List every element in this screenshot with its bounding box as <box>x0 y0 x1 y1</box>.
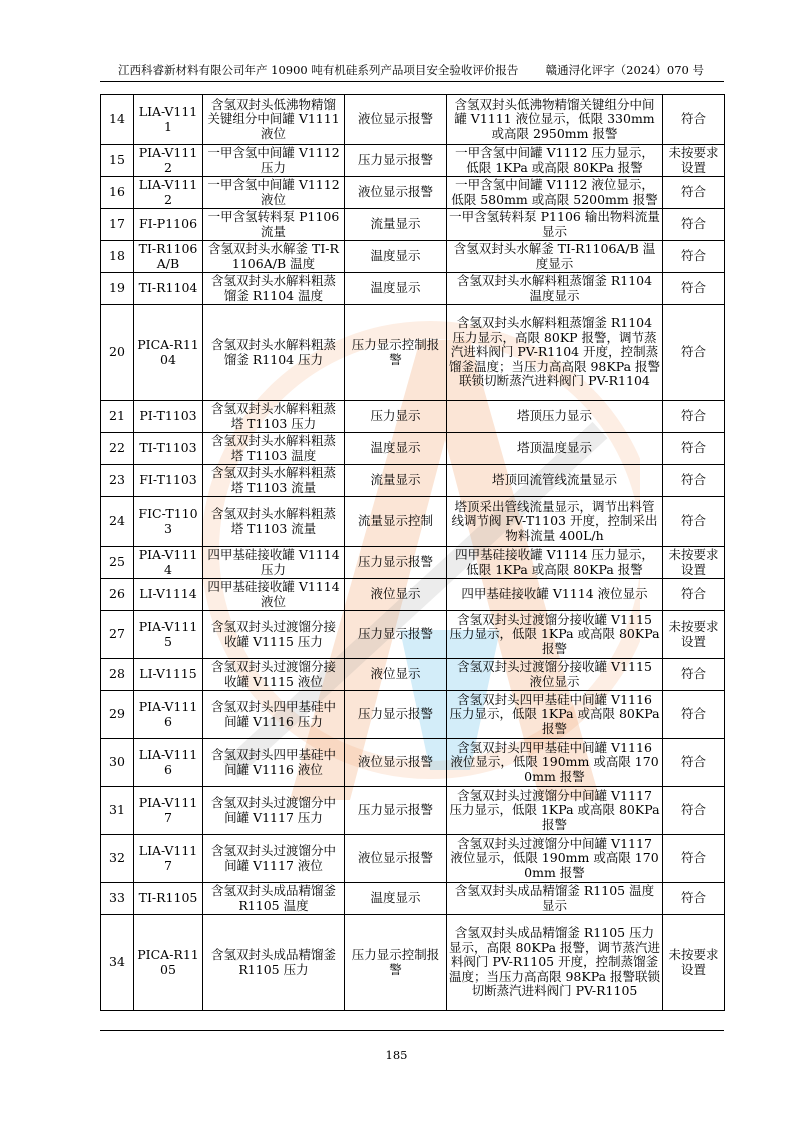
check-result: 未按要求设置 <box>663 611 725 659</box>
check-result: 符合 <box>663 95 725 145</box>
check-result: 未按要求设置 <box>663 547 725 579</box>
check-result: 符合 <box>663 497 725 547</box>
instrument-location: 一甲含氢中间罐 V1112 压力 <box>203 145 345 177</box>
instrument-function: 压力显示报警 <box>345 611 447 659</box>
check-result: 符合 <box>663 273 725 305</box>
instrument-tag: PIA-V1116 <box>134 691 203 739</box>
row-number: 14 <box>101 95 134 145</box>
check-result: 未按要求设置 <box>663 915 725 1011</box>
function-description: 四甲基硅接收罐 V1114 压力显示，低限 1KPa 或高限 80KPa 报警 <box>447 547 663 579</box>
row-number: 22 <box>101 433 134 465</box>
row-number: 20 <box>101 305 134 401</box>
header-divider <box>100 81 724 82</box>
table-row <box>101 659 725 691</box>
instrument-location: 四甲基硅接收罐 V1114 液位 <box>203 579 345 611</box>
instrument-location: 含氢双封头水解料粗蒸塔 T1103 流量 <box>203 497 345 547</box>
instrument-function: 压力显示 <box>345 401 447 433</box>
instrument-tag: PIA-V1112 <box>134 145 203 177</box>
instrument-location: 含氢双封头成品精馏釜 R1105 温度 <box>203 883 345 915</box>
instrument-function: 温度显示 <box>345 433 447 465</box>
row-number: 21 <box>101 401 134 433</box>
instrument-function: 压力显示报警 <box>345 145 447 177</box>
function-description: 含氢双封头低沸物精馏关键组分中间罐 V1111 液位显示，低限 330mm 或高限 2950mm 报警 <box>447 95 663 145</box>
table-row <box>101 691 725 739</box>
check-result: 符合 <box>663 739 725 787</box>
check-result: 符合 <box>663 401 725 433</box>
instrument-location: 含氢双封头过渡馏分接收罐 V1115 压力 <box>203 611 345 659</box>
instrument-function: 液位显示 <box>345 579 447 611</box>
table-row <box>101 497 725 547</box>
instrument-tag: LI-V1115 <box>134 659 203 691</box>
instrument-tag: LIA-V1111 <box>134 95 203 145</box>
function-description: 含氢双封头水解料粗蒸馏釜 R1104 温度显示 <box>447 273 663 305</box>
page-header <box>100 62 724 79</box>
instrument-location: 含氢双封头水解料粗蒸馏釜 R1104 温度 <box>203 273 345 305</box>
function-description: 含氢双封头成品精馏釜 R1105 压力显示，高限 80KPa 报警，调节蒸汽进料阀门 PV-R1105 开度，控制蒸馏釜温度；当压力高高限 98KPa 报警联锁切断蒸汽进料阀门 PV-R1105 <box>447 915 663 1011</box>
function-description: 含氢双封头四甲基硅中间罐 V1116 液位显示，低限 190mm 或高限 1700mm 报警 <box>447 739 663 787</box>
instrument-tag: TI-T1103 <box>134 433 203 465</box>
instrument-location: 含氢双封头水解料粗蒸塔 T1103 流量 <box>203 465 345 497</box>
function-description: 含氢双封头过渡馏分接收罐 V1115 液位显示 <box>447 659 663 691</box>
instrument-function: 液位显示报警 <box>345 95 447 145</box>
row-number: 31 <box>101 787 134 835</box>
table-row <box>101 465 725 497</box>
instrument-location: 含氢双封头四甲基硅中间罐 V1116 压力 <box>203 691 345 739</box>
row-number: 19 <box>101 273 134 305</box>
instrument-function: 压力显示报警 <box>345 787 447 835</box>
instrument-location: 含氢双封头低沸物精馏关键组分中间罐 V1111 液位 <box>203 95 345 145</box>
instrument-function: 压力显示报警 <box>345 691 447 739</box>
instrument-location: 含氢双封头过渡馏分中间罐 V1117 液位 <box>203 835 345 883</box>
instrument-function: 液位显示报警 <box>345 835 447 883</box>
instrument-function: 温度显示 <box>345 883 447 915</box>
instrument-tag: TI-R1105 <box>134 883 203 915</box>
function-description: 四甲基硅接收罐 V1114 液位显示 <box>447 579 663 611</box>
instrument-function: 流量显示 <box>345 209 447 241</box>
instrument-function: 液位显示 <box>345 659 447 691</box>
table-row <box>101 273 725 305</box>
row-number: 15 <box>101 145 134 177</box>
function-description: 含氢双封头过渡馏分中间罐 V1117 压力显示，低限 1KPa 或高限 80KPa 报警 <box>447 787 663 835</box>
instrument-tag: LIA-V1117 <box>134 835 203 883</box>
instrument-tag: FIC-T1103 <box>134 497 203 547</box>
report-title: 江西科睿新材料有限公司年产 10900 吨有机硅系列产品项目安全验收评价报告 <box>118 63 519 77</box>
table-row <box>101 547 725 579</box>
table-row <box>101 915 725 1011</box>
table-row <box>101 883 725 915</box>
instrument-tag: TI-R1104 <box>134 273 203 305</box>
function-description: 一甲含氢中间罐 V1112 液位显示，低限 580mm 或高限 5200mm 报警 <box>447 177 663 209</box>
instrument-function: 液位显示报警 <box>345 739 447 787</box>
row-number: 28 <box>101 659 134 691</box>
instrument-function: 压力显示报警 <box>345 547 447 579</box>
table-row <box>101 401 725 433</box>
function-description: 含氢双封头过渡馏分接收罐 V1115 压力显示，低限 1KPa 或高限 80KPa 报警 <box>447 611 663 659</box>
check-result: 符合 <box>663 883 725 915</box>
instrument-location: 含氢双封头水解料粗蒸塔 T1103 压力 <box>203 401 345 433</box>
instrument-function: 压力显示控制报警 <box>345 915 447 1011</box>
instrument-tag: TI-R1106A/B <box>134 241 203 273</box>
table-row <box>101 433 725 465</box>
function-description: 一甲含氢中间罐 V1112 压力显示，低限 1KPa 或高限 80KPa 报警 <box>447 145 663 177</box>
function-description: 含氢双封头四甲基硅中间罐 V1116 压力显示，低限 1KPa 或高限 80KPa 报警 <box>447 691 663 739</box>
instrument-function: 温度显示 <box>345 241 447 273</box>
instrument-tag: PIA-V1117 <box>134 787 203 835</box>
instrument-location: 含氢双封头水解釜 TI-R1106A/B 温度 <box>203 241 345 273</box>
row-number: 23 <box>101 465 134 497</box>
check-result: 符合 <box>663 465 725 497</box>
function-description: 含氢双封头成品精馏釜 R1105 温度显示 <box>447 883 663 915</box>
instrument-location: 含氢双封头水解料粗蒸馏釜 R1104 压力 <box>203 305 345 401</box>
check-result: 符合 <box>663 659 725 691</box>
footer-divider <box>100 1030 724 1031</box>
row-number: 33 <box>101 883 134 915</box>
instrument-tag: FI-T1103 <box>134 465 203 497</box>
instrument-location: 一甲含氢转料泵 P1106 流量 <box>203 209 345 241</box>
function-description: 一甲含氢转料泵 P1106 输出物料流量显示 <box>447 209 663 241</box>
instrument-tag: FI-P1106 <box>134 209 203 241</box>
check-result: 符合 <box>663 835 725 883</box>
row-number: 25 <box>101 547 134 579</box>
check-result: 符合 <box>663 579 725 611</box>
row-number: 29 <box>101 691 134 739</box>
instrument-function: 压力显示控制报警 <box>345 305 447 401</box>
table-row <box>101 835 725 883</box>
check-result: 符合 <box>663 177 725 209</box>
table-row <box>101 95 725 145</box>
function-description: 含氢双封头水解料粗蒸馏釜 R1104 压力显示，高限 80KP 报警，调节蒸汽进料阀门 PV-R1104 开度，控制蒸馏釜温度；当压力高高限 98KPa 报警联锁切断蒸汽进料阀门 PV-R1104 <box>447 305 663 401</box>
check-result: 符合 <box>663 691 725 739</box>
check-result: 符合 <box>663 209 725 241</box>
row-number: 17 <box>101 209 134 241</box>
instrument-location: 一甲含氢中间罐 V1112 液位 <box>203 177 345 209</box>
check-result: 符合 <box>663 241 725 273</box>
function-description: 塔顶压力显示 <box>447 401 663 433</box>
instrument-tag: PI-T1103 <box>134 401 203 433</box>
check-result: 符合 <box>663 787 725 835</box>
instrument-location: 含氢双封头过渡馏分接收罐 V1115 液位 <box>203 659 345 691</box>
instrument-location: 含氢双封头四甲基硅中间罐 V1116 液位 <box>203 739 345 787</box>
table-row <box>101 209 725 241</box>
check-result: 未按要求设置 <box>663 145 725 177</box>
table-row <box>101 787 725 835</box>
row-number: 27 <box>101 611 134 659</box>
row-number: 32 <box>101 835 134 883</box>
check-result: 符合 <box>663 305 725 401</box>
function-description: 含氢双封头水解釜 TI-R1106A/B 温度显示 <box>447 241 663 273</box>
table-row <box>101 177 725 209</box>
document-number: 赣通浔化评字（2024）070 号 <box>545 63 704 77</box>
instrument-tag: LI-V1114 <box>134 579 203 611</box>
instrument-location: 含氢双封头水解料粗蒸塔 T1103 温度 <box>203 433 345 465</box>
instrument-tag: PIA-V1114 <box>134 547 203 579</box>
table-row <box>101 739 725 787</box>
function-description: 塔顶采出管线流量显示，调节出料管线调节阀 FV-T1103 开度，控制采出物料流量 400L/h <box>447 497 663 547</box>
instrument-tag: LIA-V1112 <box>134 177 203 209</box>
instrument-tag: LIA-V1116 <box>134 739 203 787</box>
instrument-function: 温度显示 <box>345 273 447 305</box>
instrument-location: 四甲基硅接收罐 V1114 压力 <box>203 547 345 579</box>
instrument-function: 液位显示报警 <box>345 177 447 209</box>
instrument-tag: PICA-R1104 <box>134 305 203 401</box>
instrument-table <box>100 94 725 1011</box>
row-number: 26 <box>101 579 134 611</box>
instrument-location: 含氢双封头成品精馏釜 R1105 压力 <box>203 915 345 1011</box>
instrument-tag: PICA-R1105 <box>134 915 203 1011</box>
row-number: 18 <box>101 241 134 273</box>
instrument-function: 流量显示控制 <box>345 497 447 547</box>
table-row <box>101 305 725 401</box>
row-number: 16 <box>101 177 134 209</box>
instrument-tag: PIA-V1115 <box>134 611 203 659</box>
instrument-table-body <box>101 95 725 1011</box>
function-description: 塔顶回流管线流量显示 <box>447 465 663 497</box>
instrument-function: 流量显示 <box>345 465 447 497</box>
table-row <box>101 145 725 177</box>
row-number: 30 <box>101 739 134 787</box>
row-number: 34 <box>101 915 134 1011</box>
page-number: 185 <box>385 1048 408 1062</box>
table-row <box>101 611 725 659</box>
check-result: 符合 <box>663 433 725 465</box>
table-row <box>101 579 725 611</box>
instrument-location: 含氢双封头过渡馏分中间罐 V1117 压力 <box>203 787 345 835</box>
function-description: 塔顶温度显示 <box>447 433 663 465</box>
table-row <box>101 241 725 273</box>
row-number: 24 <box>101 497 134 547</box>
function-description: 含氢双封头过渡馏分中间罐 V1117 液位显示，低限 190mm 或高限 1700mm 报警 <box>447 835 663 883</box>
